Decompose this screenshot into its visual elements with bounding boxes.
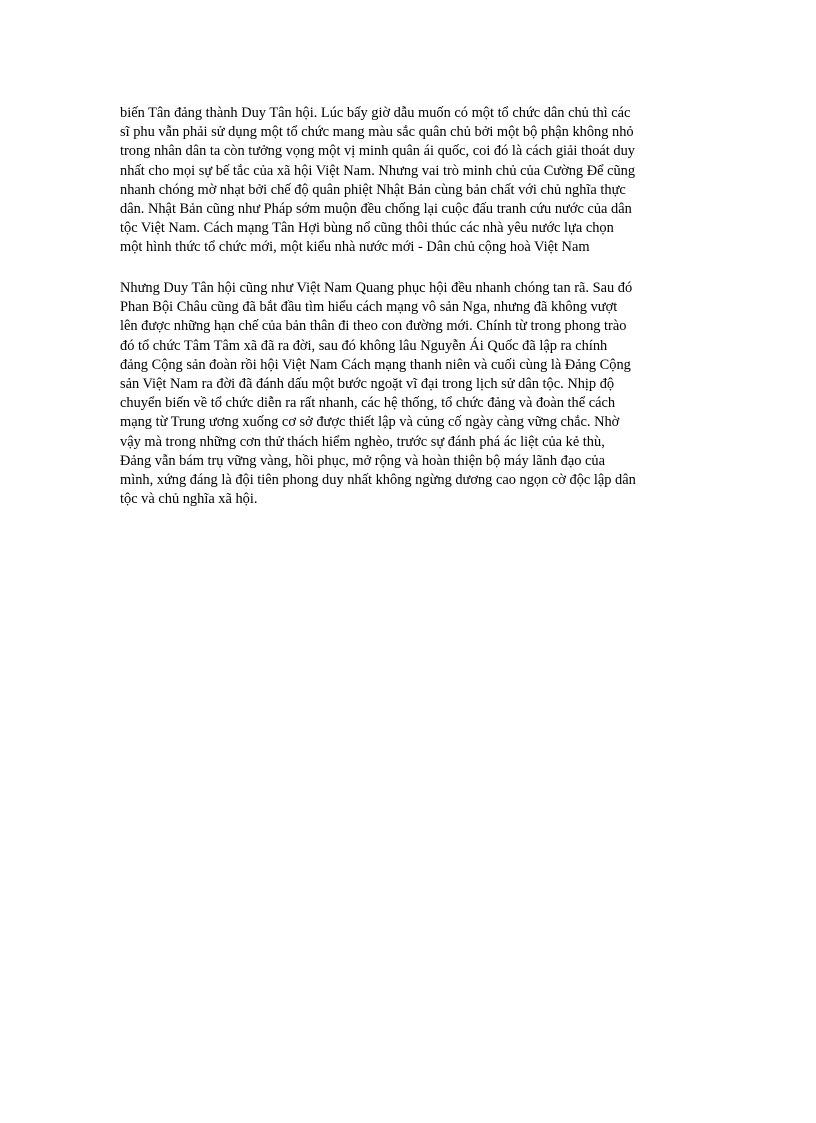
paragraph-line: dân. Nhật Bản cũng như Pháp sớm muộn đều chống lại cuộc đấu tranh cứu nước của dân [120, 201, 632, 218]
paragraph-line: nhanh chóng mờ nhạt bởi chế độ quân phiệt Nhật Bản cùng bản chất với chủ nghĩa thực [120, 181, 626, 198]
paragraph-line: Đảng vẫn bám trụ vững vàng, hồi phục, mở rộng và hoàn thiện bộ máy lãnh đạo của [120, 452, 605, 469]
paragraph-line: trong nhân dân ta còn tưởng vọng một vị minh quân ái quốc, coi đó là cách giải thoát duy [120, 143, 635, 160]
paragraph-line: đảng Cộng sản đoàn rồi hội Việt Nam Cách mạng thanh niên và cuối cùng là Đảng Cộng [120, 356, 631, 373]
paragraph-line: sản Việt Nam ra đời đã đánh dấu một bước ngoặt vĩ đại trong lịch sử dân tộc. Nhịp độ [120, 376, 615, 393]
paragraph-2 [120, 279, 700, 509]
paragraph-line: sĩ phu vẫn phải sử dụng một tổ chức mang màu sắc quân chủ bởi một bộ phận không nhỏ [120, 124, 634, 141]
paragraph-line: mạng từ Trung ương xuống cơ sở được thiết lập và củng cố ngày càng vững chắc. Nhờ [120, 414, 620, 431]
paragraph-line: tộc và chủ nghĩa xã hội. [120, 491, 258, 508]
paragraph-line: lên được những hạn chế của bản thân đi theo con đường mới. Chính từ trong phong trào [120, 318, 627, 335]
paragraph-line: một hình thức tổ chức mới, một kiểu nhà nước mới - Dân chủ cộng hoà Việt Nam [120, 239, 590, 256]
paragraph-line: Nhưng Duy Tân hội cũng như Việt Nam Quang phục hội đều nhanh chóng tan rã. Sau đó [120, 280, 633, 296]
paragraph-line: Phan Bội Châu cũng đã bắt đầu tìm hiểu cách mạng vô sản Nga, nhưng đã không vượt [120, 299, 618, 316]
paragraph-line: tộc Việt Nam. Cách mạng Tân Hợi bùng nổ cũng thôi thúc các nhà yêu nước lựa chọn [120, 220, 614, 237]
paragraph-line: mình, xứng đáng là đội tiên phong duy nhất không ngừng dương cao ngọn cờ độc lập dân [120, 472, 636, 489]
paragraph-line: chuyển biến về tổ chức diễn ra rất nhanh, các hệ thống, tổ chức đảng và đoàn thể cách [120, 395, 616, 412]
paragraph-line: nhất cho mọi sự bế tắc của xã hội Việt Nam. Nhưng vai trò minh chủ của Cường Để cũng [120, 162, 636, 179]
paragraph-line: biến Tân đảng thành Duy Tân hội. Lúc bấy giờ dẫu muốn có một tổ chức dân chủ thì các [120, 105, 631, 121]
paragraph-line: vậy mà trong những cơn thử thách hiểm nghèo, trước sự đánh phá ác liệt của kẻ thù, [120, 433, 605, 450]
paragraph-line: đó tổ chức Tâm Tâm xã đã ra đời, sau đó không lâu Nguyễn Ái Quốc đã lập ra chính [120, 337, 608, 354]
paragraph-1 [120, 104, 700, 258]
